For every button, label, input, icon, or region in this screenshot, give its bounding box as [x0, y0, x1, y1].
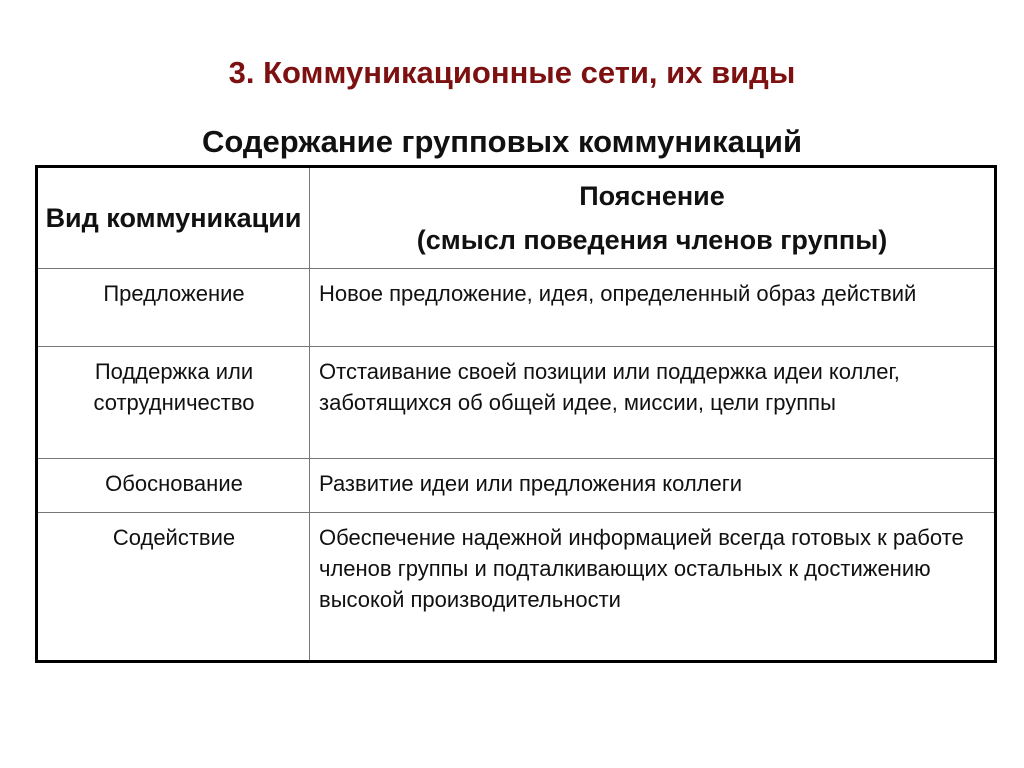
table-row — [37, 269, 996, 347]
header-explanation-title: Пояснение — [579, 181, 725, 211]
row-type: Обоснование — [37, 459, 310, 513]
row-explanation: Отстаивание своей позиции или поддержка идеи коллег, заботящихся об общей идее, миссии, цели группы — [310, 347, 996, 459]
header-type: Вид коммуникации — [37, 167, 310, 269]
row-type: Поддержка или сотрудничество — [37, 347, 310, 459]
slide-title: 3. Коммуникационные сети, их виды — [228, 55, 796, 90]
table-row — [37, 459, 996, 513]
header-explanation-subtitle: (смысл поведения членов группы) — [416, 225, 888, 255]
table-row — [37, 513, 996, 662]
row-explanation: Новое предложение, идея, определенный образ действий — [310, 269, 996, 347]
header-explanation — [310, 167, 996, 269]
row-type: Предложение — [37, 269, 310, 347]
communications-table — [35, 165, 997, 663]
table-header-row — [37, 167, 996, 269]
table-row — [37, 347, 996, 459]
row-explanation: Развитие идеи или предложения коллеги — [310, 459, 996, 513]
slide-subtitle: Содержание групповых коммуникаций — [201, 124, 803, 159]
row-type: Содействие — [37, 513, 310, 662]
row-explanation: Обеспечение надежной информацией всегда готовых к работе членов группы и подталкивающих остальных к достижению высокой производительности — [310, 513, 996, 662]
